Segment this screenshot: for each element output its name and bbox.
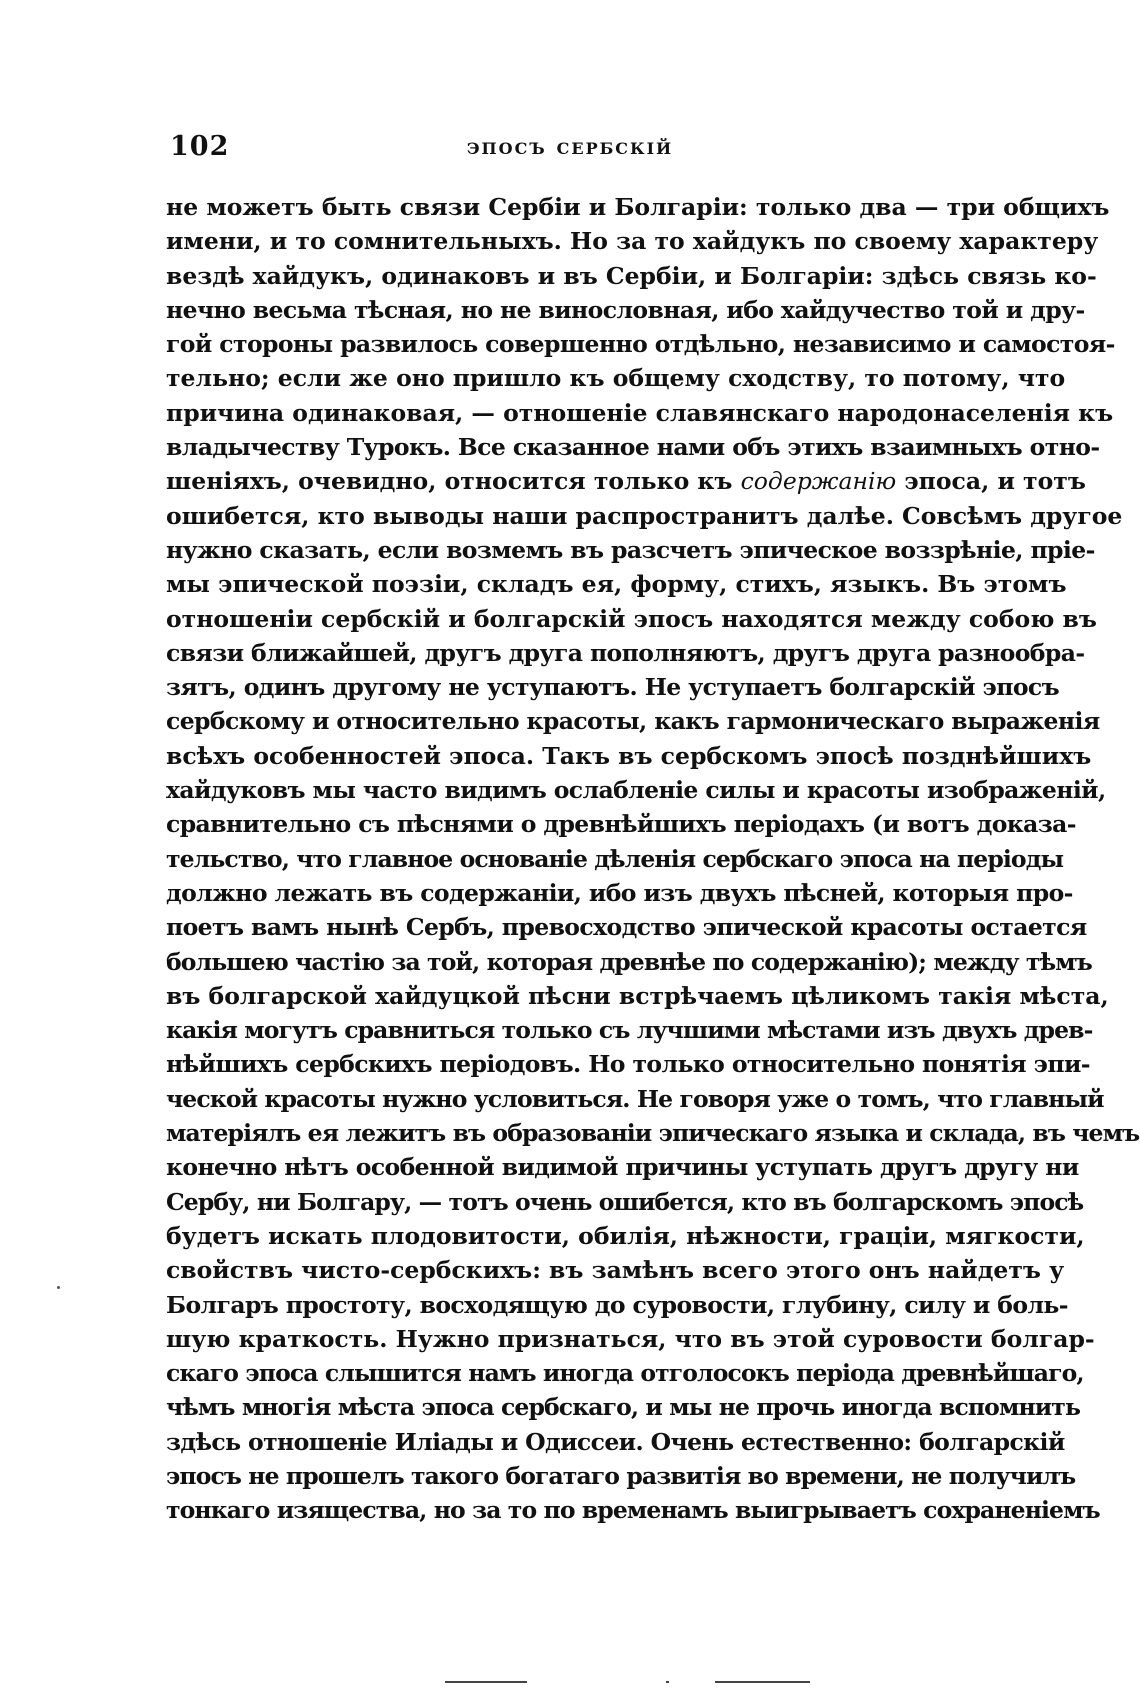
text-line: ческой красоты нужно условиться. Не говоря уже о томъ, что главный [166,1084,1104,1113]
text-line: скаго эпоса слышится намъ иногда отголосокъ періода древнѣйшаго, [166,1359,1084,1388]
text-line: чѣмъ многія мѣста эпоса сербскаго, и мы не прочь иногда вспомнить [166,1393,1081,1422]
body-text [166,190,1140,1528]
running-head: эпосъ сербскій [466,133,674,160]
text-line: хайдуковъ мы часто видимъ ослабленіе силы и красоты изображеній, [166,776,1106,805]
scan-speck [57,1286,60,1289]
text-line: нужно сказать, если возмемъ въ разсчетъ эпическое воззрѣніе, пріе- [166,535,1095,564]
text-line: конечно нѣтъ особенной видимой причины уступать другъ другу ни [166,1153,1079,1182]
text-line: нечно весьма тѣсная, но не винословная, ибо хайдучество той и дру- [166,295,1085,324]
text-line: имени, и то сомнительныхъ. Но за то хайдукъ по своему характеру [166,227,1099,256]
text-line: гой стороны развилось совершенно отдѣльно, независимо и самостоя- [166,330,1115,359]
footer-rule [715,1681,810,1683]
emphasis-word: содержанію [740,467,897,496]
text-line: въ болгарской хайдуцкой пѣсни встрѣчаемъ цѣликомъ такія мѣста, [166,981,1109,1010]
text-line: здѣсь отношеніе Иліады и Одиссеи. Очень естественно: болгарскій [166,1427,1065,1456]
text-line: тонкаго изящества, но за то по временамъ выигрываетъ сохраненіемъ [166,1496,1100,1525]
text-line: Болгаръ простоту, восходящую до суровости, глубину, силу и боль- [166,1290,1068,1319]
text-line: не можетъ быть связи Сербіи и Болгаріи: только два — три общихъ [166,193,1110,221]
footer-rule [666,1681,669,1683]
text-line: всѣхъ особенностей эпоса. Такъ въ сербскомъ эпосѣ позднѣйшихъ [166,741,1092,770]
text-line: связи ближайшей, другъ друга пополняютъ, другъ друга разнообра- [166,638,1085,667]
text-line: отношеніи сербскій и болгарскій эпосъ находятся между собою въ [166,604,1097,633]
page-number: 102 [170,131,230,162]
text-line: эпосъ не прошелъ такого богатаго развитія во времени, не получилъ [166,1461,1076,1490]
text-segment: шеніяхъ, очевидно, относится только къ [166,467,733,496]
text-line: вездѣ хайдукъ, одинаковъ и въ Сербіи, и Болгаріи: здѣсь связь ко- [166,261,1097,290]
text-line: должно лежать въ содержаніи, ибо изъ двухъ пѣсней, которыя про- [166,878,1073,907]
text-segment: эпоса, и тотъ [904,467,1086,496]
text-line: мы эпической поэзіи, складъ ея, форму, стихъ, языкъ. Въ этомъ [166,570,1067,599]
text-line [166,464,1086,498]
text-line: свойствъ чисто-сербскихъ: въ замѣнъ всего этого онъ найдетъ у [166,1256,1065,1285]
text-line: тельно; если же оно пришло къ общему сходству, то потому, что [166,364,1066,393]
text-line: поетъ вамъ нынѣ Сербъ, превосходство эпической красоты остается [166,913,1087,942]
text-line: сербскому и относительно красоты, какъ гармоническаго выраженія [166,707,1100,736]
text-line: ошибется, кто выводы наши распространитъ далѣе. Совсѣмъ другое [166,501,1123,530]
text-line: сравнительно съ пѣснями о древнѣйшихъ періодахъ (и вотъ доказа- [166,810,1076,839]
text-line: нѣйшихъ сербскихъ періодовъ. Но только относительно понятія эпи- [166,1050,1090,1079]
text-line: большею частію за той, которая древнѣе по содержанію); между тѣмъ [166,947,1092,976]
text-line: матеріялъ ея лежитъ въ образованіи эпическаго языка и склада, въ чемъ [166,1119,1140,1148]
text-line: какія могутъ сравниться только съ лучшими мѣстами изъ двухъ древ- [166,1016,1093,1045]
text-line: будетъ искать плодовитости, обилія, нѣжности, граціи, мягкости, [166,1221,1085,1250]
text-line: владычеству Турокъ. Все сказанное нами объ этихъ взаимныхъ отно- [166,433,1100,462]
text-line: шую краткость. Нужно признаться, что въ этой суровости болгар- [166,1324,1095,1353]
text-line: зятъ, одинъ другому не уступаютъ. Не уступаетъ болгарскій эпосъ [166,673,1060,702]
footer-rule [445,1681,527,1683]
text-line: причина одинаковая, — отношеніе славянскаго народонаселенія къ [166,398,1114,427]
text-line: Сербу, ни Болгару, — тотъ очень ошибется, кто въ болгарскомъ эпосѣ [166,1187,1084,1216]
text-line: тельство, что главное основаніе дѣленія сербскаго эпоса на періоды [166,844,1064,873]
